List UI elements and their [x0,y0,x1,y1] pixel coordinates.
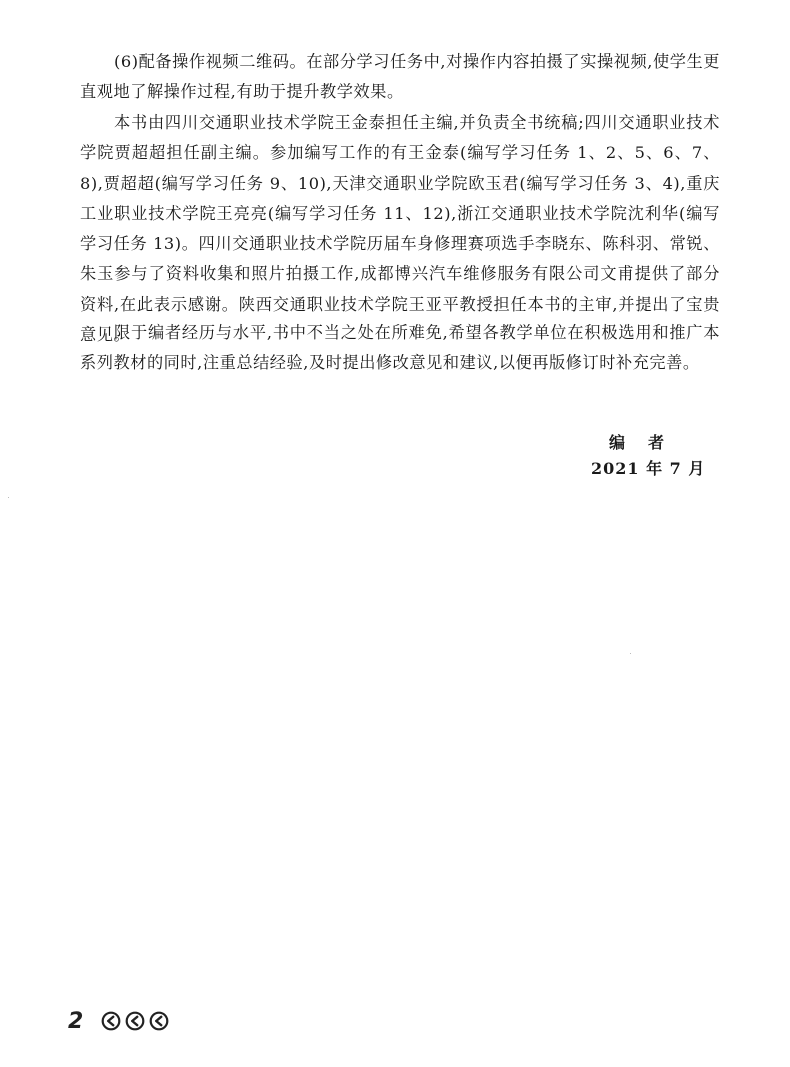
signature-date: 2021 年 7 月 [591,459,706,478]
signature-author-char-2: 者 [648,433,666,452]
page-number: 2 [68,1008,84,1034]
preface-paragraph-authors: 本书由四川交通职业技术学院王金泰担任主编,并负责全书统稿;四川交通职业技术学院贾超超担任副主编。参加编写工作的有王金泰(编写学习任务 1、2、5、6、7、8),贾超超(编写学习任务 9、10),天津交通职业学院欧玉君(编写学习任务 3、4),重庆工业职业技术学院王亮亮(编写学习任务 11、12),浙江交通职业技术学院沈利华(编写学习任务 13)。四川交通职业技术学院历届车身修理赛项选手李晓东、陈科羽、常锐、朱玉参与了资料收集和照片拍摄工作,成都博兴汽车维修服务有限公司文甫提供了部分资料,在此表示感谢。陕西交通职业技术学院王亚平教授担任本书的主审,并提出了宝贵意见。 [80,113,720,345]
arrow-left-circle-icon [149,1011,169,1031]
page-footer [68,1006,173,1036]
preface-paragraph-features: (6)配备操作视频二维码。在部分学习任务中,对操作内容拍摄了实操视频,使学生更直观地了解操作过程,有助于提升教学效果。 [80,52,720,102]
scan-speck [630,653,631,654]
signature-author-char-1: 编 [609,433,627,452]
arrow-left-circle-icon [125,1011,145,1031]
arrow-left-circle-icon [101,1011,121,1031]
signature-author [609,430,665,453]
scan-speck [8,497,9,498]
preface-paragraph-closing: 限于编者经历与水平,书中不当之处在所难免,希望各教学单位在积极选用和推广本系列教材的同时,注重总结经验,及时提出修改意见和建议,以便再版修订时补充完善。 [80,323,720,373]
